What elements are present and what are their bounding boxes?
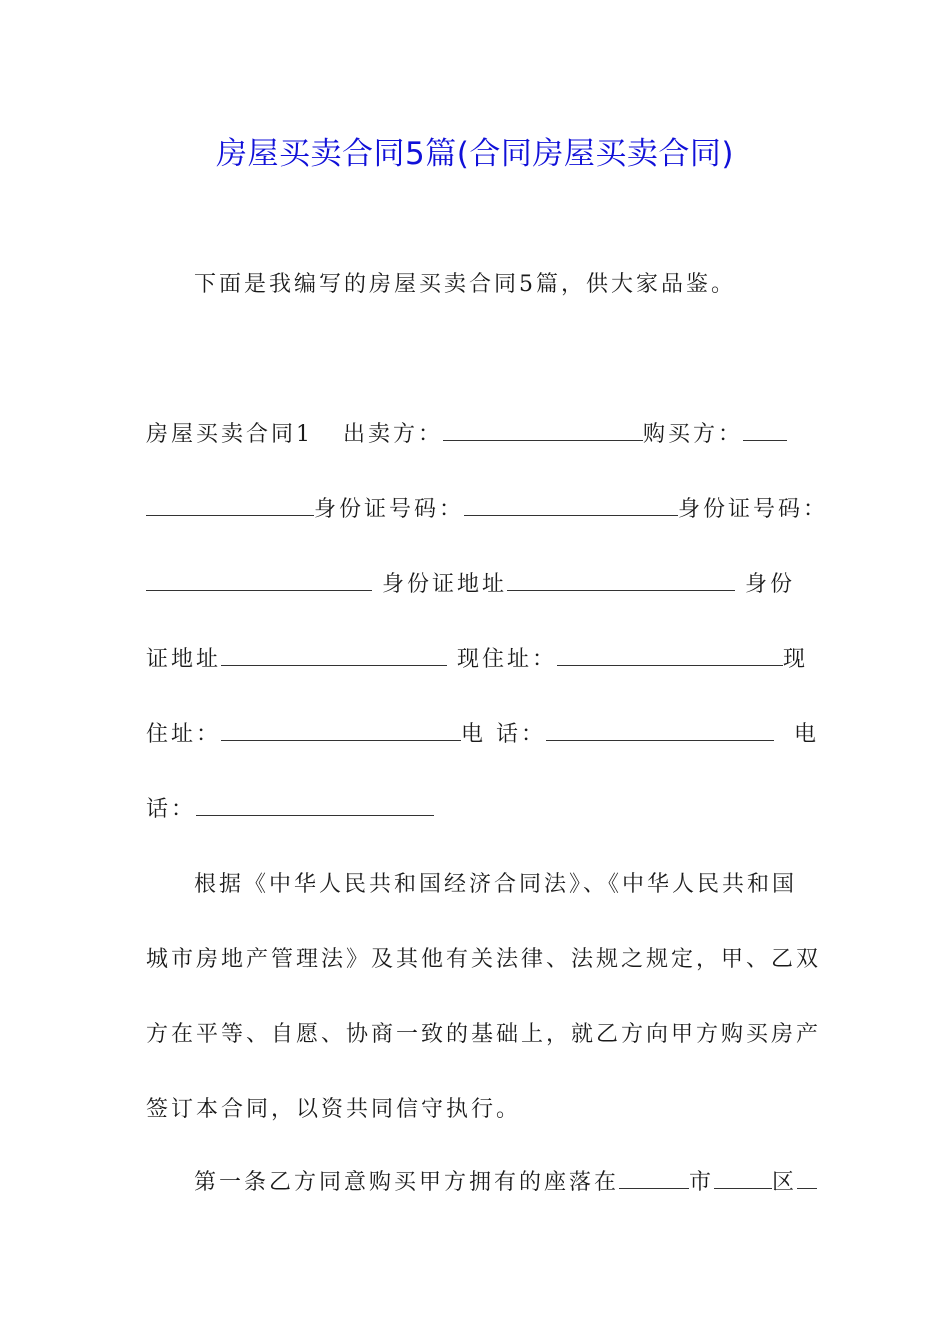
paragraph-text: 根据《中华人民共和国经济合同法》、《中华人民共和国 — [194, 872, 798, 897]
city-blank — [619, 1168, 689, 1189]
current-address-label-1: 现住址： — [457, 647, 558, 672]
paragraph-line-3 — [146, 1020, 822, 1050]
article-1-text: 第一条乙方同意购买甲方拥有的座落在 — [194, 1170, 620, 1195]
seller-label: 出卖方： — [342, 422, 443, 447]
buyer-blank-end — [146, 495, 314, 516]
phone-label-2a: 电 — [794, 722, 820, 747]
paragraph-line-1 — [194, 870, 854, 900]
district-label: 区 — [772, 1170, 798, 1195]
id-address-blank-1 — [507, 570, 735, 591]
seller-blank — [443, 420, 643, 441]
article-1-line — [194, 1168, 806, 1198]
paragraph-line-4 — [146, 1095, 806, 1125]
phone-blank-1 — [546, 720, 774, 741]
paragraph-text: 方在平等、自愿、协商一致的基础上，就乙方向甲方购买房产 — [146, 1022, 822, 1047]
id-number-label-2: 身份证号码： — [678, 497, 829, 522]
contract-line-4 — [146, 645, 809, 675]
intro-paragraph — [194, 270, 854, 300]
phone-label-2b: 话： — [146, 797, 197, 822]
id-address-blank-2 — [221, 645, 447, 666]
id-address-label-2b: 证地址 — [146, 647, 222, 672]
id-address-label-2a: 身份 — [745, 572, 796, 597]
current-address-label-2b: 住址： — [146, 722, 222, 747]
contract-line-6 — [146, 795, 806, 825]
street-blank — [797, 1168, 817, 1189]
paragraph-text: 城市房地产管理法》及其他有关法律、法规之规定，甲、乙双 — [146, 947, 822, 972]
city-label: 市 — [689, 1170, 715, 1195]
paragraph-line-2 — [146, 945, 822, 975]
contract-heading: 房屋买卖合同1 — [146, 422, 313, 447]
id-number-blank-2 — [146, 570, 372, 591]
phone-label-1: 电 话： — [461, 722, 547, 747]
id-number-blank-1 — [464, 495, 678, 516]
paragraph-text: 签订本合同，以资共同信守执行。 — [146, 1097, 522, 1122]
current-address-blank-1 — [557, 645, 783, 666]
current-address-blank-2 — [221, 720, 461, 741]
district-blank — [714, 1168, 772, 1189]
document-title: 房屋买卖合同5篇(合同房屋买卖合同) — [216, 136, 734, 172]
current-address-label-2a: 现 — [783, 647, 809, 672]
contract-line-2 — [146, 495, 829, 525]
buyer-blank-start — [743, 420, 787, 441]
id-number-label-1: 身份证号码： — [314, 497, 465, 522]
id-address-label-1: 身份证地址 — [382, 572, 508, 597]
contract-line-3 — [146, 570, 806, 600]
contract-line-1 — [146, 420, 806, 450]
phone-blank-2 — [196, 795, 434, 816]
contract-line-5 — [146, 720, 820, 750]
intro-text: 下面是我编写的房屋买卖合同5篇，供大家品鉴。 — [194, 272, 736, 297]
buyer-label: 购买方： — [643, 422, 744, 447]
